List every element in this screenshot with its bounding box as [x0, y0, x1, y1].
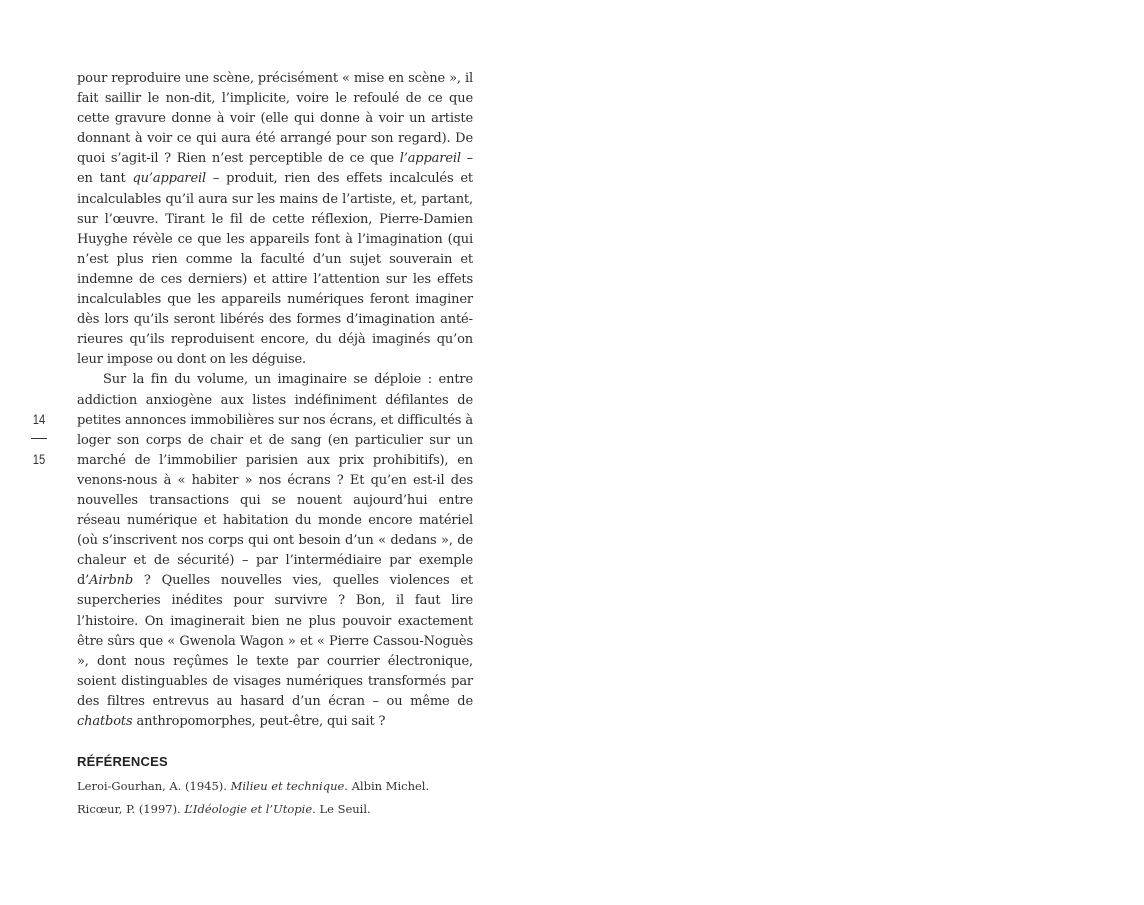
italic-text: chatbots	[77, 714, 133, 729]
text-run: Leroi-Gourhan, A. (1945).	[77, 779, 231, 794]
body-text-column	[77, 69, 473, 821]
text-run: Sur la fin du volume, un imaginaire se déploie : entre addiction anxiogène aux listes indéfiniment défilantes de petites annonces immobilières sur nos écrans, et difficultés à loger son corps de chair et de sang (en particulier sur un marché de l’immobilier parisien aux prix prohibitifs), en venons-nous à « habiter » nos écrans ? Et qu’en est-il des nouvelles transactions qui se nouent aujourd’hui entre réseau numérique et habitation du monde encore matériel (où s’inscrivent nos corps qui ont besoin d’un « dedans », de chaleur et de sécurité) – par l’intermédiaire par exemple d’	[77, 372, 473, 589]
text-run: – en tant	[77, 151, 473, 187]
text-run: anthropomorphes, peut-être, qui sait ?	[132, 714, 386, 729]
references-list	[77, 775, 473, 821]
italic-text: L’Idéologie et l’Utopie	[184, 802, 313, 817]
body-paragraph	[77, 69, 473, 370]
text-run: pour reproduire une scène, précisément « mise en scène », il fait saillir le non-dit, l’implicite, voire le refoulé de ce que cette gravure donne à voir (elle qui donne à voir un artiste donnant à voir ce qui aura été arrangé pour son regard). De quoi s’agit-il ? Rien n’est perceptible de ce que	[77, 71, 473, 167]
page-number-divider	[31, 438, 47, 439]
references-heading: RÉFÉRENCES	[77, 754, 168, 770]
page-number-left: 14	[32, 411, 46, 427]
reference-item	[77, 798, 473, 821]
italic-text: l’appareil	[399, 151, 461, 167]
italic-text: Airbnb	[89, 573, 134, 589]
body-paragraphs	[77, 69, 473, 732]
italic-text: qu’appareil	[132, 171, 207, 187]
text-run: – produit, rien des effets incalculés et incalculables qu’il aura sur les mains de l’artiste, et, partant, sur l’œuvre. Tirant le fil de cette réflexion, Pierre-Damien Huyghe révèle ce que les appareils font à l’imagination (qui n’est plus rien comme la faculté d’un sujet souverain et indemne de ces derniers) et attire l’attention sur les effets incalculables que les appareils numériques feront imaginer dès lors qu’ils seront libérés des formes d’imagination antérieures qu’ils reproduisent encore, du déjà imaginés qu’on leur impose ou dont on les déguise.	[77, 171, 473, 368]
text-run: ? Quelles nouvelles vies, quelles violences et supercheries inédites pour survivre ? Bon, il faut lire l’histoire. On imaginerait bien ne plus pouvoir exactement être sûrs que « Gwenola Wagon » et « Pierre Cassou-Noguès », dont nous reçûmes le texte par courrier électronique, soient distinguables de visages numériques transformés par des filtres entrevus au hasard d’un écran – ou même de	[77, 573, 473, 709]
text-run: . Albin Michel.	[344, 779, 430, 794]
body-paragraph	[77, 370, 473, 732]
page-numbers	[30, 409, 48, 469]
text-run: Ricœur, P. (1997).	[77, 802, 185, 817]
italic-text: Milieu et technique	[230, 779, 345, 794]
page-number-right: 15	[32, 451, 46, 467]
reference-item	[77, 775, 473, 798]
text-run: . Le Seuil.	[312, 802, 371, 817]
